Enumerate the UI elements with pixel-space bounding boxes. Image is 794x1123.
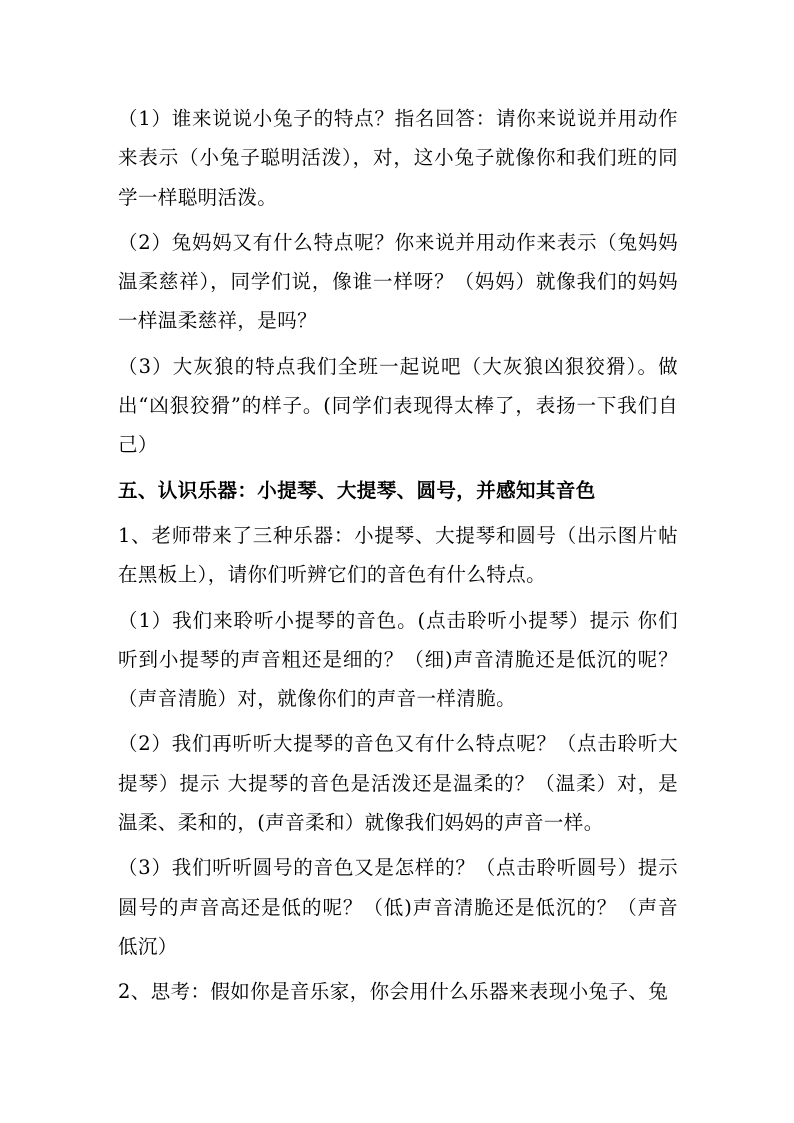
paragraph-french-horn: （3）我们听听圆号的音色又是怎样的？（点击聆听圆号）提示 圆号的声音高还是低的呢？（低)声音清脆还是低沉的？（声音低沉） [118, 856, 678, 958]
paragraph-cello: （2）我们再听听大提琴的音色又有什么特点呢？（点击聆听大提琴）提示 大提琴的音色是活泼还是温柔的？（温柔）对，是温柔、柔和的，(声音柔和）就像我们妈妈的声音一样。 [118, 732, 678, 835]
paragraph-mother-rabbit-traits: （2）兔妈妈又有什么特点呢？你来说并用动作来表示（兔妈妈温柔慈祥），同学们说，像谁一样呀？（妈妈）就像我们的妈妈一样温柔慈祥，是吗？ [118, 230, 678, 333]
paragraph-three-instruments: 1、老师带来了三种乐器：小提琴、大提琴和圆号（出示图片帖在黑板上），请你们听辨它们的音色有什么特点。 [118, 523, 678, 587]
section-heading-instruments: 五、认识乐器：小提琴、大提琴、圆号，并感知其音色 [118, 478, 596, 502]
paragraph-think: 2、思考：假如你是音乐家，你会用什么乐器来表现小兔子、兔 [118, 980, 669, 1004]
document-body [118, 99, 678, 1018]
paragraph-rabbit-traits: （1）谁来说说小兔子的特点？指名回答：请你来说说并用动作来表示（小兔子聪明活泼），对，这小兔子就像你和我们班的同学一样聪明活泼。 [118, 107, 678, 209]
paragraph-wolf-traits: （3）大灰狼的特点我们全班一起说吧（大灰狼凶狠狡猾）。做出“凶狠狡猾”的样子。(同学们表现得太棒了，表扬一下我们自己） [118, 354, 678, 457]
paragraph-violin: （1）我们来聆听小提琴的音色。(点击聆听小提琴）提示 你们听到小提琴的声音粗还是细的？（细)声音清脆还是低沉的呢？（声音清脆）对，就像你们的声音一样清脆。 [118, 608, 678, 711]
